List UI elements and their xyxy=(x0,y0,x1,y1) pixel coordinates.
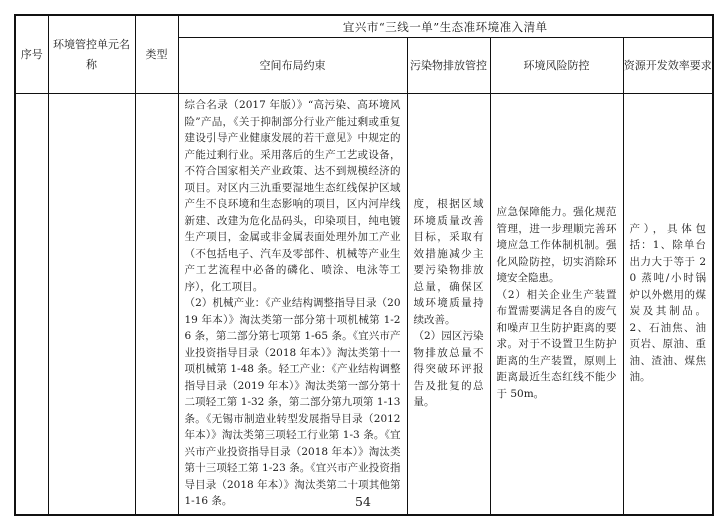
access-list-table xyxy=(14,14,714,516)
spatial-paragraph-1: 综合名录（2017 年版）》“高污染、高环境风险”产品，《关于抑制部分行业产能过剩或重复建设引导产业健康发展的若干意见》中规定的产能过剩行业。采用落后的生产工艺或设备，不符合国家相关产业政策、达不到规模经济的项目。对区内三氿重要湿地生态红线保护区域产生不良环境和生态影响的项目，区内河岸线新建、改建为危化品码头，印染项目，纯电镀生产项目，金属或非金属表面处理外加工产业（不包括电子、汽车及零部件、机械等产业生产工艺流程中必备的磷化、喷涂、电泳等工序），化工项目。 xyxy=(184,99,401,293)
cell-index xyxy=(15,94,48,515)
risk-paragraph-1: 应急保障能力。强化规范管理，进一步理顺完善环境应急工作体制机制。强化风险防控，切实消除环境安全隐患。 xyxy=(496,206,617,285)
cell-risk-prevention xyxy=(490,94,623,515)
page-number: 54 xyxy=(355,494,371,509)
table-title-row xyxy=(15,15,713,38)
risk-paragraph-2: （2）相关企业生产装置布置需要满足各自的废气和噪声卫生防护距离的要求。对于不设置卫生防护距离的生产装置，原则上距离最近生态红线不能少于 50m。 xyxy=(496,288,617,400)
column-header-index: 序号 xyxy=(15,15,48,94)
spatial-paragraph-2: （2）机械产业：《产业结构调整指导目录（2019 年本）》淘汰类第一部分第十项机械第 1-26 条，第二部分第七项第 1-65 条。《宜兴市产业投资指导目录（2018 年本）》淘汰类第十一项机械第 1-48 条。轻工产业：《产业结构调整指导目录（2019 年本）》淘汰类第一部分第十二项轻工第 1-32 条，第二部分第九项第 1-13 条。《无锡市制造业转型发展指导目录（2012 年本）》淘汰类第三项轻工行业第 1-3 条。《宜兴市产业投资指导目录（2018 年本）》淘汰类第十三项轻工第 1-23 条。《宜兴市产业投资指导目录（2018 年本）》淘汰类第二十项其他第 1-16 条。 xyxy=(184,297,401,507)
column-header-unit-name: 环境管控单元名称 xyxy=(48,15,135,94)
column-header-resource: 资源开发效率要求 xyxy=(623,38,713,94)
column-header-risk: 环境风险防控 xyxy=(490,38,623,94)
column-header-pollutant: 污染物排放管控 xyxy=(407,38,490,94)
column-header-spatial: 空间布局约束 xyxy=(178,38,407,94)
cell-spatial-constraints xyxy=(178,94,407,515)
resource-paragraph-1: 产），具体包括：1、除单台出力大于等于 20 蒸吨/小时锅炉以外燃用的煤炭及其制品。2、石油焦、油页岩、原油、重油、渣油、煤焦油。 xyxy=(629,222,707,384)
pollutant-paragraph-1: 度，根据区域环境质量改善目标，采取有效措施减少主要污染物排放总量，确保区域环境质量持续改善。 xyxy=(413,198,484,326)
cell-resource-efficiency xyxy=(623,94,713,515)
cell-type xyxy=(135,94,178,515)
pollutant-paragraph-2: （2）园区污染物排放总量不得突破环评报告及批复的总量。 xyxy=(413,330,484,408)
table-title: 宜兴市“三线一单”生态准环境准入清单 xyxy=(178,15,713,38)
column-header-type: 类型 xyxy=(135,15,178,94)
table-row xyxy=(15,94,713,515)
cell-unit-name xyxy=(48,94,135,515)
cell-pollutant-control xyxy=(407,94,490,515)
